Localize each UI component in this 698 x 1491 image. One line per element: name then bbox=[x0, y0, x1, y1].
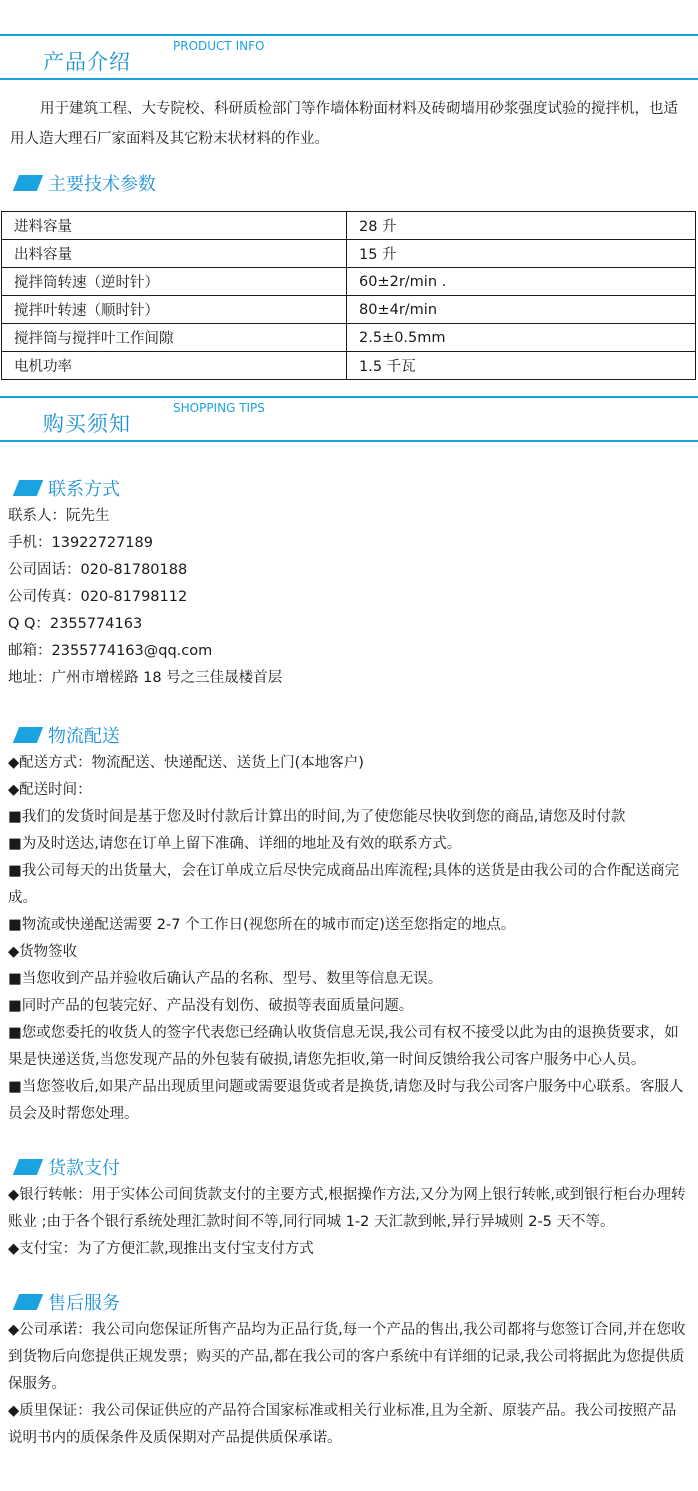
heading-marker-icon bbox=[13, 480, 43, 496]
list-item: ◆货物签收 bbox=[8, 944, 78, 960]
list-item: ◆银行转帐：用于实体公司间货款支付的主要方式,根据操作方法,又分为网上银行转帐,或到银行柜台办理转账业 ;由于各个银行系统处理汇款时间不等,同行同城 1-2 天汇款到帐,异行异城则 2-5 天不等。 bbox=[8, 1187, 686, 1230]
spec-key: 搅拌筒与搅拌叶工作间隙 bbox=[2, 324, 347, 352]
list-item: ■我们的发货时间是基于您及时付款后计算出的时间,为了使您能尽快收到您的商品,请您及时付款 bbox=[8, 809, 626, 825]
list-item: ◆配送时间： bbox=[8, 782, 92, 798]
after-sales-heading-label: 售后服务 bbox=[48, 1293, 120, 1314]
spec-key: 出料容量 bbox=[2, 240, 347, 268]
spec-key: 电机功率 bbox=[2, 352, 347, 380]
product-intro-text: 用于建筑工程、大专院校、科研质检部门等作墙体粉面材料及砖砌墙用砂浆强度试验的搅拌机，也适用人造大理石厂家面料及其它粉末状材料的作业。 bbox=[10, 101, 678, 147]
list-item: Q Q：2355774163 bbox=[8, 616, 143, 632]
specs-heading-label: 主要技术参数 bbox=[48, 174, 156, 195]
after-sales-heading bbox=[0, 1287, 698, 1317]
heading-marker-icon bbox=[13, 175, 43, 191]
logistics-heading-label: 物流配送 bbox=[48, 726, 120, 747]
list-item: 邮箱：2355774163@qq.com bbox=[8, 643, 213, 659]
spec-key: 搅拌叶转速（顺时针） bbox=[2, 296, 347, 324]
spec-row bbox=[2, 212, 696, 240]
list-item: ◆支付宝：为了方便汇款,现推出支付宝支付方式 bbox=[8, 1241, 314, 1257]
product-info-header bbox=[0, 34, 698, 80]
list-item: 手机：13922727189 bbox=[8, 535, 153, 551]
shopping-tips-title: 购买须知 bbox=[43, 412, 131, 436]
spec-value: 1.5 千瓦 bbox=[347, 352, 696, 380]
shopping-tips-header bbox=[0, 396, 698, 442]
list-item: ■同时产品的包装完好、产品没有划伤、破损等表面质量问题。 bbox=[8, 998, 414, 1014]
list-item: ■为及时送达,请您在订单上留下准确、详细的地址及有效的联系方式。 bbox=[8, 836, 462, 852]
list-item: ◆配送方式：物流配送、快递配送、送货上门(本地客户) bbox=[8, 755, 364, 771]
list-item: ■我公司每天的出货量大，会在订单成立后尽快完成商品出库流程;具体的送货是由我公司的合作配送商完成。 bbox=[8, 863, 680, 906]
product-info-title: 产品介绍 bbox=[43, 50, 131, 74]
list-item: 地址：广州市增槎路 18 号之三佳晟楼首层 bbox=[8, 670, 283, 686]
after-sales-list bbox=[0, 1317, 698, 1452]
list-item: ■当您收到产品并验收后确认产品的名称、型号、数里等信息无误。 bbox=[8, 971, 443, 987]
heading-marker-icon bbox=[13, 727, 43, 743]
heading-marker-icon bbox=[13, 1159, 43, 1175]
specs-table bbox=[1, 211, 696, 380]
payment-heading-label: 货款支付 bbox=[48, 1158, 120, 1179]
list-item: ◆质里保证：我公司保证供应的产品符合国家标准或相关行业标准,且为全新、原装产品。我公司按照产品说明书内的质保条件及质保期对产品提供质保承诺。 bbox=[8, 1403, 677, 1446]
specs-heading bbox=[0, 168, 698, 198]
list-item: ◆公司承诺：我公司向您保证所售产品均为正品行货,每一个产品的售出,我公司都将与您签订合同,并在您收到货物后向您提供正规发票；购买的产品,都在我公司的客户系统中有详细的记录,我公司将据此为您提供质保服务。 bbox=[8, 1322, 686, 1392]
spec-row bbox=[2, 324, 696, 352]
list-item: 公司传真：020-81798112 bbox=[8, 589, 188, 605]
contact-heading-label: 联系方式 bbox=[48, 479, 120, 500]
logistics-list bbox=[0, 750, 698, 1128]
list-item: 公司固话：020-81780188 bbox=[8, 562, 188, 578]
shopping-tips-subtitle: SHOPPING TIPS bbox=[173, 401, 265, 415]
spec-value: 15 升 bbox=[347, 240, 696, 268]
payment-heading bbox=[0, 1152, 698, 1182]
list-item: ■物流或快递配送需要 2-7 个工作日(视您所在的城市而定)送至您指定的地点。 bbox=[8, 917, 516, 933]
list-item: 联系人：阮先生 bbox=[8, 508, 110, 524]
heading-marker-icon bbox=[13, 1294, 43, 1310]
spec-value: 80±4r/min bbox=[347, 296, 696, 324]
spec-row bbox=[2, 296, 696, 324]
list-item: ■当您签收后,如果产品出现质里问题或需要退货或者是换货,请您及时与我公司客户服务中心联系。客服人员会及时帮您处理。 bbox=[8, 1079, 684, 1122]
spec-row bbox=[2, 240, 696, 268]
spec-row bbox=[2, 352, 696, 380]
contact-list bbox=[0, 503, 698, 692]
spec-key: 搅拌筒转速（逆时针） bbox=[2, 268, 347, 296]
list-item: ■您或您委托的收货人的签字代表您已经确认收货信息无误,我公司有权不接受以此为由的退换货要求，如果是快递送货,当您发现产品的外包装有破损,请您先拒收,第一时间反馈给我公司客户服务中心人员。 bbox=[8, 1025, 679, 1068]
spec-value: 28 升 bbox=[347, 212, 696, 240]
spec-value: 2.5±0.5mm bbox=[347, 324, 696, 352]
spec-value: 60±2r/min . bbox=[347, 268, 696, 296]
spec-key: 进料容量 bbox=[2, 212, 347, 240]
payment-list bbox=[0, 1182, 698, 1263]
product-info-subtitle: PRODUCT INFO bbox=[173, 39, 265, 53]
logistics-heading bbox=[0, 720, 698, 750]
spec-row bbox=[2, 268, 696, 296]
contact-heading bbox=[0, 473, 698, 503]
